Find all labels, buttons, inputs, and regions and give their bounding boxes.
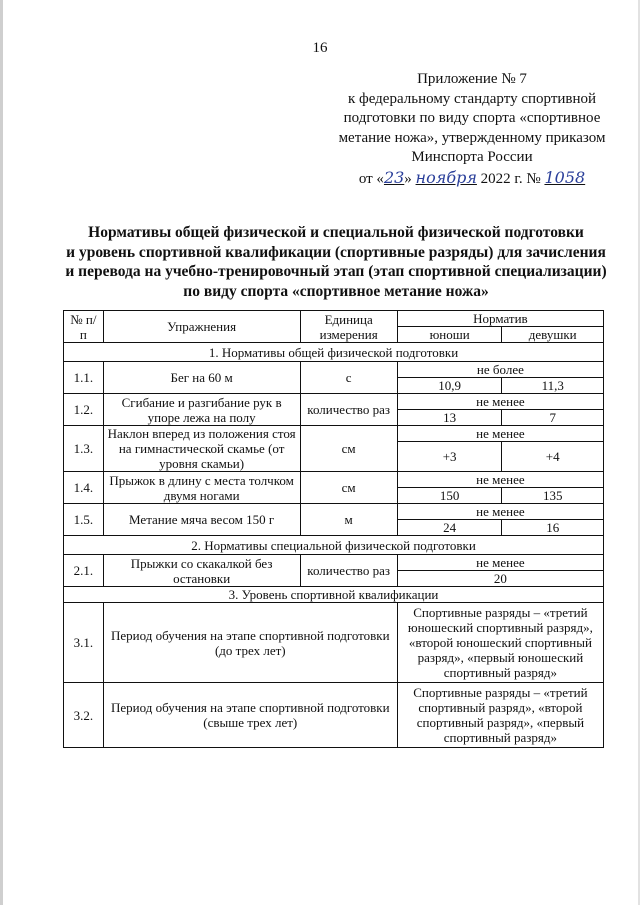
header-norm: Норматив xyxy=(397,311,603,327)
order-number-handwritten: 1058 xyxy=(544,167,586,187)
value-girls: +4 xyxy=(502,442,604,472)
row-unit: количество раз xyxy=(300,394,397,426)
title-line-1: Нормативы общей физической и специальной физической подготовки xyxy=(88,224,584,241)
table-row xyxy=(64,555,604,571)
value-boys: +3 xyxy=(397,442,502,472)
row-unit: м xyxy=(300,504,397,536)
section-row xyxy=(64,536,604,555)
norms-table xyxy=(63,310,604,748)
row-exercise: Период обучения на этапе спортивной подготовки (до трех лет) xyxy=(103,603,397,683)
appendix-header xyxy=(332,70,612,189)
value-girls: 7 xyxy=(502,410,604,426)
table-row xyxy=(64,472,604,488)
table-row xyxy=(64,504,604,520)
appendix-line-1: Приложение № 7 xyxy=(417,71,527,87)
table-row xyxy=(64,362,604,378)
value-both: 20 xyxy=(397,571,603,587)
row-exercise: Прыжок в длину с места толчком двумя ногами xyxy=(103,472,300,504)
table-row xyxy=(64,426,604,442)
value-boys: 13 xyxy=(397,410,502,426)
date-day-handwritten: 23 xyxy=(383,167,405,187)
row-exercise: Бег на 60 м xyxy=(103,362,300,394)
row-number: 2.1. xyxy=(64,555,104,587)
header-exercise: Упражнения xyxy=(103,311,300,343)
row-unit: с xyxy=(300,362,397,394)
row-unit: см xyxy=(300,472,397,504)
appendix-line-3: подготовки по виду спорта «спортивное xyxy=(343,110,601,126)
value-boys: 24 xyxy=(397,520,502,536)
table-header-row xyxy=(64,311,604,327)
row-number: 1.5. xyxy=(64,504,104,536)
date-year: 2022 г. № xyxy=(480,170,541,187)
title-line-3: и перевода на учебно-тренировочный этап (этап спортивной специализации) xyxy=(65,263,607,280)
date-mid: » xyxy=(404,170,412,187)
row-ranks: Спортивные разряды – «третий спортивный разряд», «второй спортивный разряд», «первый спортивный разряд» xyxy=(397,683,603,748)
value-boys: 150 xyxy=(397,488,502,504)
table-row xyxy=(64,603,604,683)
value-boys: 10,9 xyxy=(397,378,502,394)
appendix-line-4: метание ножа», утвержденному приказом xyxy=(338,129,606,146)
row-condition: не менее xyxy=(397,394,603,410)
appendix-line-5: Минспорта России xyxy=(411,149,533,165)
value-girls: 11,3 xyxy=(502,378,604,394)
row-number: 3.1. xyxy=(64,603,104,683)
header-boys: юноши xyxy=(397,327,502,343)
row-unit: см xyxy=(300,426,397,472)
appendix-line-2: к федеральному стандарту спортивной xyxy=(347,90,597,107)
row-exercise: Период обучения на этапе спортивной подготовки (свыше трех лет) xyxy=(103,683,397,748)
title-line-2: и уровень спортивной квалификации (спортивные разряды) для зачисления xyxy=(66,243,606,261)
title-line-4: по виду спорта «спортивное метание ножа» xyxy=(183,282,489,300)
row-condition: не менее xyxy=(397,472,603,488)
row-exercise: Наклон вперед из положения стоя на гимнастической скамье (от уровня скамьи) xyxy=(103,426,300,472)
row-number: 1.3. xyxy=(64,426,104,472)
header-unit: Единица измерения xyxy=(300,311,397,343)
row-number: 1.4. xyxy=(64,472,104,504)
row-exercise: Прыжки со скакалкой без остановки xyxy=(103,555,300,587)
date-month-handwritten: ноября xyxy=(415,167,477,187)
row-number: 1.2. xyxy=(64,394,104,426)
section-title: 2. Нормативы специальной физической подготовки xyxy=(64,536,604,555)
header-girls: девушки xyxy=(502,327,604,343)
row-condition: не менее xyxy=(397,504,603,520)
table-row xyxy=(64,394,604,410)
value-girls: 135 xyxy=(502,488,604,504)
row-condition: не менее xyxy=(397,555,603,571)
row-condition: не более xyxy=(397,362,603,378)
section-title: 3. Уровень спортивной квалификации xyxy=(64,587,604,603)
row-ranks: Спортивные разряды – «третий юношеский спортивный разряд», «второй юношеский спортивный разряд», «первый юношеский спортивный разряд» xyxy=(397,603,603,683)
row-condition: не менее xyxy=(397,426,603,442)
date-prefix: от « xyxy=(358,170,384,187)
row-exercise: Сгибание и разгибание рук в упоре лежа на полу xyxy=(103,394,300,426)
row-number: 3.2. xyxy=(64,683,104,748)
row-number: 1.1. xyxy=(64,362,104,394)
header-number: № п/п xyxy=(64,311,104,343)
section-row xyxy=(64,587,604,603)
appendix-date-line xyxy=(332,168,612,190)
document-title xyxy=(56,223,616,301)
section-title: 1. Нормативы общей физической подготовки xyxy=(64,343,604,362)
table-row xyxy=(64,683,604,748)
page-number: 16 xyxy=(312,40,328,56)
row-exercise: Метание мяча весом 150 г xyxy=(103,504,300,536)
value-girls: 16 xyxy=(502,520,604,536)
scan-edge-left xyxy=(0,0,3,905)
section-row xyxy=(64,343,604,362)
row-unit: количество раз xyxy=(300,555,397,587)
